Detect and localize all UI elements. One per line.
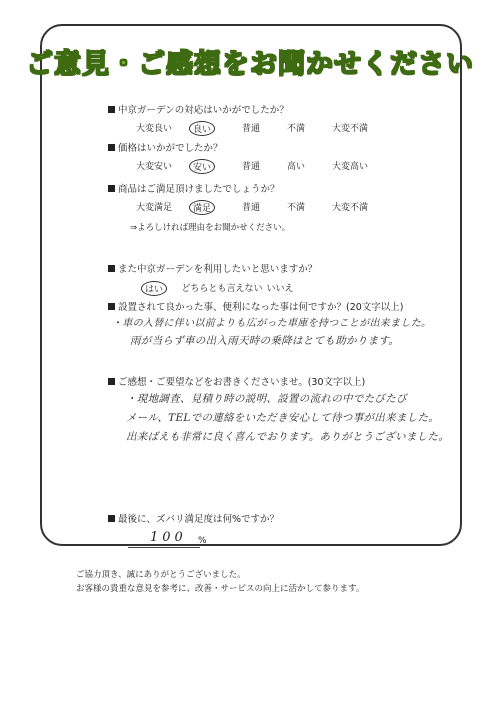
- question-3: 商品はご満足頂けましたでしょうか？: [108, 181, 280, 195]
- square-bullet-icon: [108, 144, 115, 151]
- q4-option-neither[interactable]: どちらとも言えない: [181, 284, 263, 294]
- square-bullet-icon: [108, 265, 115, 272]
- question-2-options: [0, 159, 500, 173]
- reason-prompt: ⇒よろしければ理由をお聞かせください。: [130, 223, 291, 233]
- q3-option-average[interactable]: 普通: [241, 203, 261, 213]
- q3-option-very-satisfied[interactable]: 大変満足: [135, 203, 173, 213]
- question-1-options: [0, 121, 500, 135]
- q4-option-yes-selected[interactable]: はい: [141, 281, 167, 296]
- q1-option-very-good[interactable]: 大変良い: [135, 124, 173, 134]
- square-bullet-icon: [108, 185, 115, 192]
- survey-title: ご意見・ご感想をお聞かせください: [26, 49, 474, 80]
- question-6: ご感想・ご要望などをお書きくださいませ。(30文字以上): [108, 374, 365, 388]
- square-bullet-icon: [108, 303, 115, 310]
- question-2: 価格はいかがでしたか？: [108, 140, 223, 154]
- q6-answer-line-1: ・現地調査、見積り時の説明、設置の流れの中でたびたび: [126, 393, 407, 405]
- square-bullet-icon: [108, 378, 115, 385]
- footer-thanks: ご協力頂き、誠にありがとうございました。: [76, 570, 246, 580]
- question-4-options: [0, 281, 500, 295]
- q6-answer-line-2: メール、TELでの連絡をいただき安心して待つ事が出来ました。: [126, 412, 440, 424]
- square-bullet-icon: [108, 106, 115, 113]
- square-bullet-icon: [108, 515, 115, 522]
- q6-answer-line-3: 出来ばえも非常に良く喜んでおります。ありがとうございました。: [126, 431, 450, 443]
- question-7: 最後に、ズバリ満足度は何%ですか？: [108, 511, 279, 525]
- q1-option-good-selected[interactable]: 良い: [189, 121, 215, 136]
- satisfaction-percent-unit: %: [198, 536, 207, 546]
- q5-answer-line-2: 雨が当らず車の出入雨天時の乗降はとても助かります。: [130, 335, 400, 347]
- q3-option-very-dissatisfied[interactable]: 大変不満: [331, 203, 369, 213]
- q2-option-very-expensive[interactable]: 大変高い: [331, 162, 369, 172]
- q1-option-average[interactable]: 普通: [241, 124, 261, 134]
- q1-option-very-dissatisfied[interactable]: 大変不満: [331, 124, 369, 134]
- q3-option-dissatisfied[interactable]: 不満: [286, 203, 306, 213]
- q3-option-satisfied-selected[interactable]: 満足: [189, 200, 215, 215]
- question-3-options: [0, 200, 500, 214]
- q5-answer-line-1: ・車の入替に伴い以前よりも広がった車庫を持つことが出来ました。: [112, 318, 432, 329]
- footer-message: お客様の貴重な意見を参考に、改善・サービスの向上に活かして参ります。: [76, 584, 365, 594]
- q4-option-no[interactable]: いいえ: [266, 284, 294, 294]
- q2-option-very-cheap[interactable]: 大変安い: [135, 162, 173, 172]
- q2-option-cheap-selected[interactable]: 安い: [189, 159, 215, 174]
- answer-underline: [128, 547, 200, 548]
- question-4: また中京ガーデンを利用したいと思いますか？: [108, 261, 317, 275]
- satisfaction-percent-value: 100: [150, 530, 187, 545]
- q1-option-dissatisfied[interactable]: 不満: [286, 124, 306, 134]
- question-1: 中京ガーデンの対応はいかがでしたか？: [108, 102, 289, 116]
- q2-option-expensive[interactable]: 高い: [286, 162, 306, 172]
- q2-option-average[interactable]: 普通: [241, 162, 261, 172]
- question-5: 設置されて良かった事、便利になった事は何ですか？(20文字以上): [108, 299, 404, 313]
